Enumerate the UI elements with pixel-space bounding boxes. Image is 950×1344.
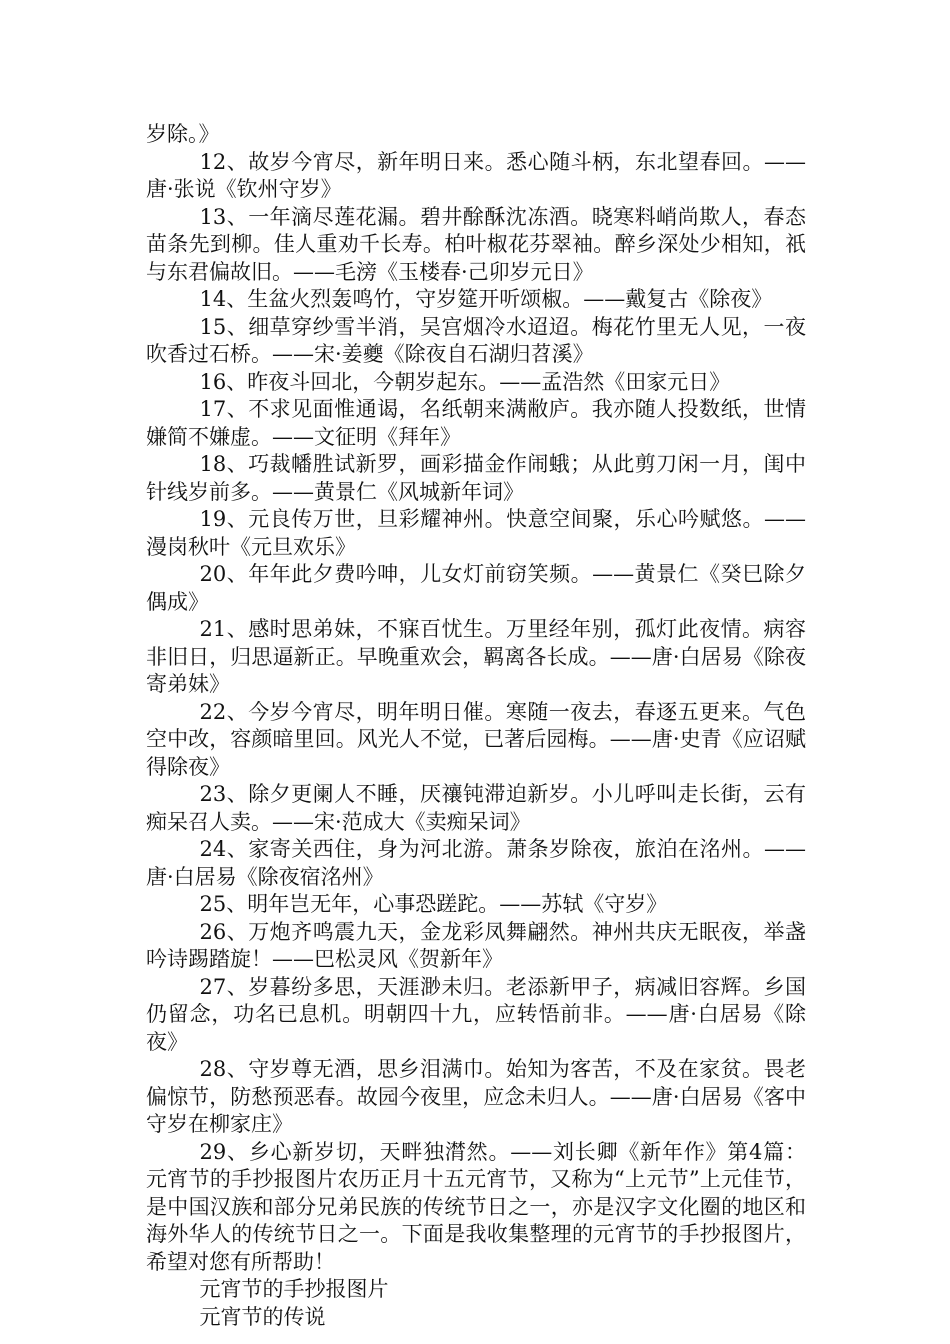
paragraph: 12、故岁今宵尽，新年明日来。悉心随斗柄，东北望春回。——唐·张说《钦州守岁》 (146, 149, 806, 201)
paragraph: 14、生盆火烈轰鸣竹，守岁筵开听颂椒。——戴复古《除夜》 (199, 287, 773, 311)
paragraph: 24、家寄关西住，身为河北游。萧条岁除夜，旅泊在洺州。——唐·白居易《除夜宿洺州》 (146, 837, 806, 889)
paragraph: 28、守岁尊无酒，思乡泪满巾。始知为客苦，不及在家贫。畏老偏惊节，防愁预恶春。故园今夜里，应念未归人。——唐·白居易《客中守岁在柳家庄》 (146, 1057, 806, 1136)
paragraph: 29、乡心新岁切，天畔独潸然。——刘长卿《新年作》第4篇：元宵节的手抄报图片农历正月十五元宵节，又称为“上元节”上元佳节，是中国汉族和部分兄弟民族的传统节日之一，亦是汉字文化圈的地区和海外华人的传统节日之一。下面是我收集整理的元宵节的手抄报图片，希望对您有所帮助！ (146, 1139, 806, 1274)
paragraph: 13、一年滴尽莲花漏。碧井酴酥沈冻酒。晓寒料峭尚欺人，春态苗条先到柳。佳人重劝千长寿。柏叶椒花芬翠袖。醉乡深处少相知，祇与东君偏故旧。——毛滂《玉楼春·己卯岁元日》 (146, 204, 806, 284)
paragraph: 岁除。》 (146, 122, 220, 146)
paragraph: 20、年年此夕费吟呻，儿女灯前窃笑频。——黄景仁《癸巳除夕偶成》 (146, 562, 806, 614)
paragraph: 15、细草穿纱雪半消，吴宫烟冷水迢迢。梅花竹里无人见，一夜吹香过石桥。——宋·姜夔《除夜自石湖归苕溪》 (146, 314, 806, 366)
paragraph: 17、不求见面惟通谒，名纸朝来满敝庐。我亦随人投数纸，世情嫌简不嫌虚。——文征明《拜年》 (146, 397, 806, 449)
paragraph: 21、感时思弟妹，不寐百忧生。万里经年别，孤灯此夜情。病容非旧日，归思逼新正。早晚重欢会，羁离各长成。——唐·白居易《除夜寄弟妹》 (146, 617, 806, 696)
document-page (146, 121, 806, 1331)
paragraph: 元宵节的手抄报图片 (199, 1277, 389, 1301)
paragraph: 元宵节的传说 (199, 1304, 326, 1329)
paragraph: 27、岁暮纷多思，天涯渺未归。老添新甲子，病减旧容辉。乡国仍留念，功名已息机。明朝四十九，应转悟前非。——唐·白居易《除夜》 (146, 974, 806, 1054)
paragraph: 25、明年岂无年，心事恐蹉跎。——苏轼《守岁》 (199, 892, 668, 916)
paragraph: 22、今岁今宵尽，明年明日催。寒随一夜去，春逐五更来。气色空中改，容颜暗里回。风光人不觉，已著后园梅。——唐·史青《应诏赋得除夜》 (146, 699, 806, 779)
paragraph: 16、昨夜斗回北，今朝岁起东。——孟浩然《田家元日》 (199, 369, 731, 394)
paragraph: 23、除夕更阑人不睡，厌禳钝滞迫新岁。小儿呼叫走长街，云有痴呆召人卖。——宋·范成大《卖痴呆词》 (146, 782, 806, 834)
paragraph: 18、巧裁幡胜试新罗，画彩描金作闹蛾；从此剪刀闲一月，闺中针线岁前多。——黄景仁《风城新年词》 (146, 452, 806, 504)
paragraph: 26、万炮齐鸣震九天，金龙彩凤舞翩然。神州共庆无眠夜，举盏吟诗踢踏旋！——巴松灵风《贺新年》 (146, 919, 806, 971)
paragraph: 19、元良传万世，旦彩耀神州。快意空间聚，乐心吟赋悠。——漫岗秋叶《元旦欢乐》 (146, 507, 806, 559)
